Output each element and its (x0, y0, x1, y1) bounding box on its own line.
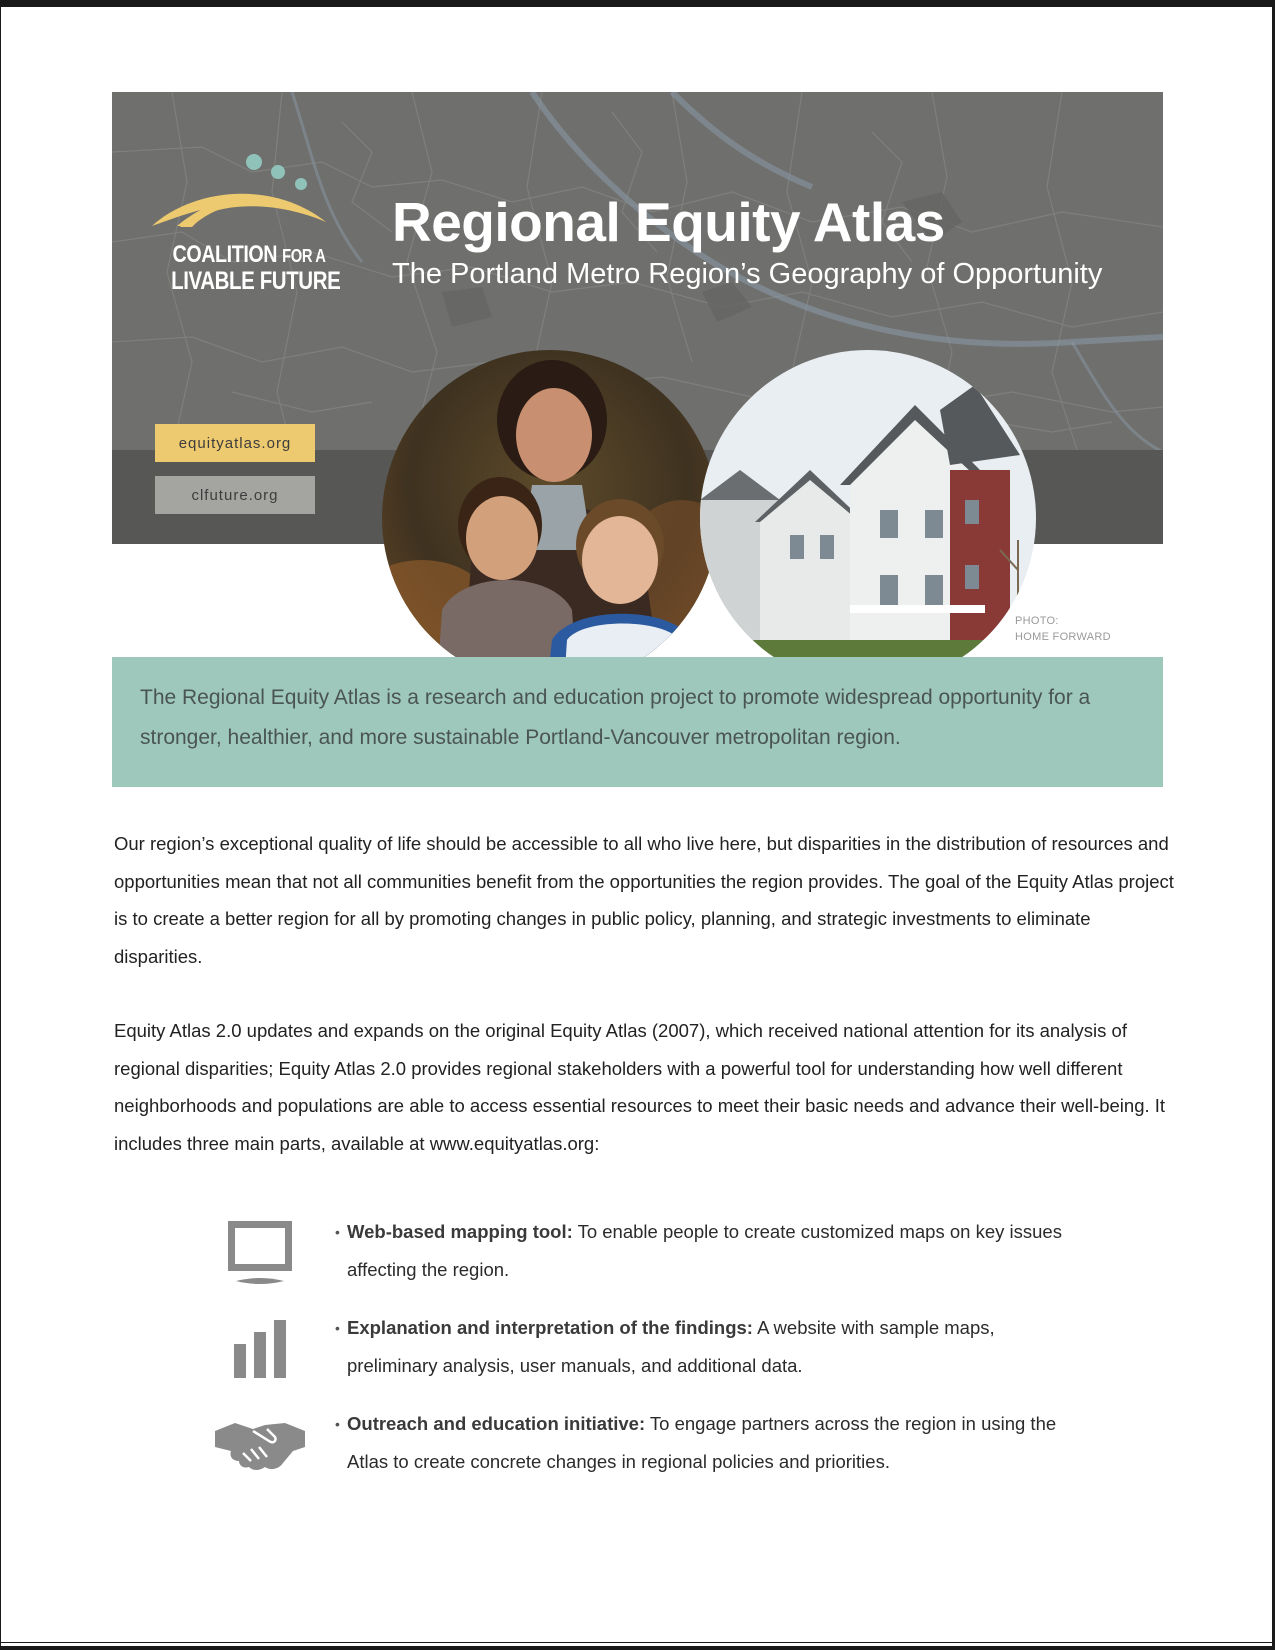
coalition-logo-text: COALITION FOR A LIVABLE FUTURE (171, 241, 341, 295)
feature-title: Web-based mapping tool: (347, 1221, 573, 1242)
houses-photo (700, 350, 1036, 686)
feature-title: Explanation and interpretation of the findings: (347, 1317, 753, 1338)
bar-chart-icon (210, 1309, 310, 1389)
feature-description: To enable people to create customized maps on key issues affecting the region. (347, 1221, 1062, 1280)
intro-band (112, 657, 1163, 787)
body-paragraph-1: Our region’s exceptional quality of life should be accessible to all who live here, but disparities in the distribution of resources and opportunities mean that not all communities benefit from the opportunities the region provides. The goal of the Equity Atlas project is to create a better region for all by promoting changes in public policy, planning, and strategic investments to eliminate disparities. (114, 833, 1174, 967)
feature-description: A website with sample maps, preliminary analysis, user manuals, and additional data. (347, 1317, 995, 1376)
monitor-icon (210, 1213, 310, 1293)
intro-text: The Regional Equity Atlas is a research and education project to promote widespread opportunity for a stronger, healthier, and more sustainable Portland-Vancouver metropolitan region. (140, 686, 1091, 749)
clfuture-link-button[interactable]: clfuture.org (155, 476, 315, 514)
equityatlas-link-button[interactable]: equityatlas.org (155, 424, 315, 462)
page-title: Regional Equity Atlas (392, 191, 945, 253)
body-paragraph-2: Equity Atlas 2.0 updates and expands on the original Equity Atlas (2007), which received national attention for its analysis of regional disparities; Equity Atlas 2.0 provides regional stakeholders with a powerful tool for understanding how well different neighborhoods and populations are able to access essential resources to meet their basic needs and advance their well-being. It includes three main parts, available at www.equityatlas.org: (114, 1020, 1166, 1154)
family-photo (382, 350, 718, 686)
feature-description: To engage partners across the region in using the Atlas to create concrete changes in regional policies and priorities. (347, 1413, 1057, 1472)
feature-title: Outreach and education initiative: (347, 1413, 646, 1434)
photo-credit: PHOTO: HOME FORWARD (1015, 615, 1111, 643)
page-subtitle: The Portland Metro Region’s Geography of Opportunity (392, 258, 1103, 290)
handshake-icon (210, 1405, 310, 1485)
